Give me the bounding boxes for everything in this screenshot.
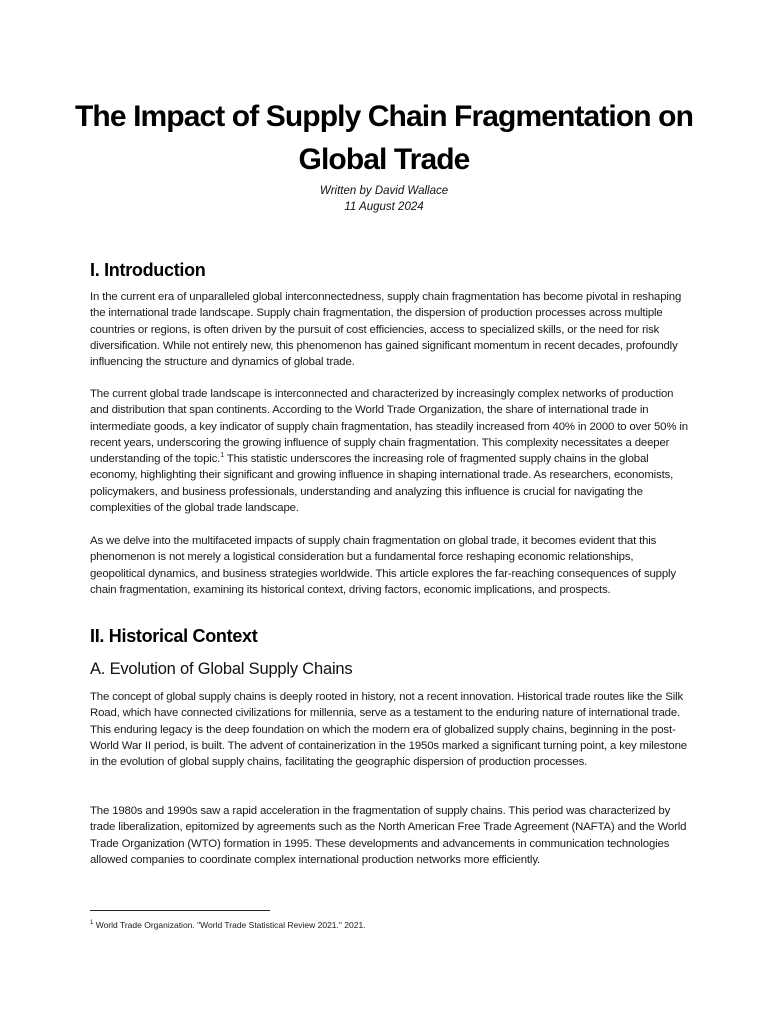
intro-paragraph-2 xyxy=(90,386,690,516)
author-line: Written by David Wallace xyxy=(319,185,449,197)
history-paragraph-1: The concept of global supply chains is deeply rooted in history, not a recent innovation. Historical trade routes like the Silk Road, which have connected civilizations for millennia, serve as a testament to the enduring nature of international trade. This enduring legacy is the deep foundation on which the modern era of globalized supply chains, beginning in the post-World War II period, is built. The advent of containerization in the 1950s marked a significant turning point, a key milestone in the evolution of global supply chains, facilitating the geographic dispersion of production processes. xyxy=(90,691,687,769)
intro-paragraph-2-text-b: This statistic underscores the increasing role of fragmented supply chains in the global economy, highlighting their significant and growing influence in shaping international trade. As researchers, economists, policymakers, and business professionals, understanding and analyzing this influence is crucial for navigating the complexities of the global trade landscape. xyxy=(90,453,674,515)
history-paragraph-2: The 1980s and 1990s saw a rapid acceleration in the fragmentation of supply chains. This period was characterized by trade liberalization, epitomized by agreements such as the North American Free Trade Agreement (NAFTA) and the World Trade Organization (WTO) formation in 1995. These developments and advancements in communication technologies allowed companies to coordinate complex international production networks more efficiently. xyxy=(90,805,687,866)
footnote-marker: 1 xyxy=(90,920,94,927)
footnote-divider xyxy=(90,910,270,911)
publication-date: 11 August 2024 xyxy=(344,201,424,213)
section-heading-historical-context: II. Historical Context xyxy=(90,626,258,646)
intro-paragraph-2-text-a: The current global trade landscape is interconnected and characterized by increasingly complex networks of production and distribution that span continents. According to the World Trade Organization, the share of international trade in intermediate goods, a key indicator of supply chain fragmentation, has steadily increased from 40% in 2000 to over 50% in recent years, underscoring the growing influence of supply chain fragmentation. This complexity necessitates a deeper understanding of the topic. xyxy=(90,388,688,466)
document-title: The Impact of Supply Chain Fragmentation on Global Trade xyxy=(75,100,693,176)
footnote-text: World Trade Organization. "World Trade Statistical Review 2021." 2021. xyxy=(93,920,366,930)
intro-paragraph-3: As we delve into the multifaceted impacts of supply chain fragmentation on global trade, it becomes evident that this phenomenon is not merely a logistical consideration but a fundamental force reshaping economic relationships, geopolitical dynamics, and business strategies worldwide. This article explores the far-reaching consequences of supply chain fragmentation, examining its historical context, driving factors, economic implications, and prospects. xyxy=(90,535,676,596)
footnote-reference: 1 xyxy=(220,452,224,460)
subsection-heading-evolution: A. Evolution of Global Supply Chains xyxy=(90,660,353,678)
footnote-1 xyxy=(90,919,690,931)
section-heading-introduction: I. Introduction xyxy=(90,260,206,280)
intro-paragraph-1: In the current era of unparalleled global interconnectedness, supply chain fragmentation has become pivotal in reshaping the international trade landscape. Supply chain fragmentation, the dispersion of production processes across multiple countries or regions, is often driven by the pursuit of cost efficiencies, access to specialized skills, or the need for risk diversification. While not entirely new, this phenomenon has gained significant momentum in recent decades, profoundly influencing the structure and dynamics of global trade. xyxy=(90,291,682,369)
byline xyxy=(60,183,708,215)
